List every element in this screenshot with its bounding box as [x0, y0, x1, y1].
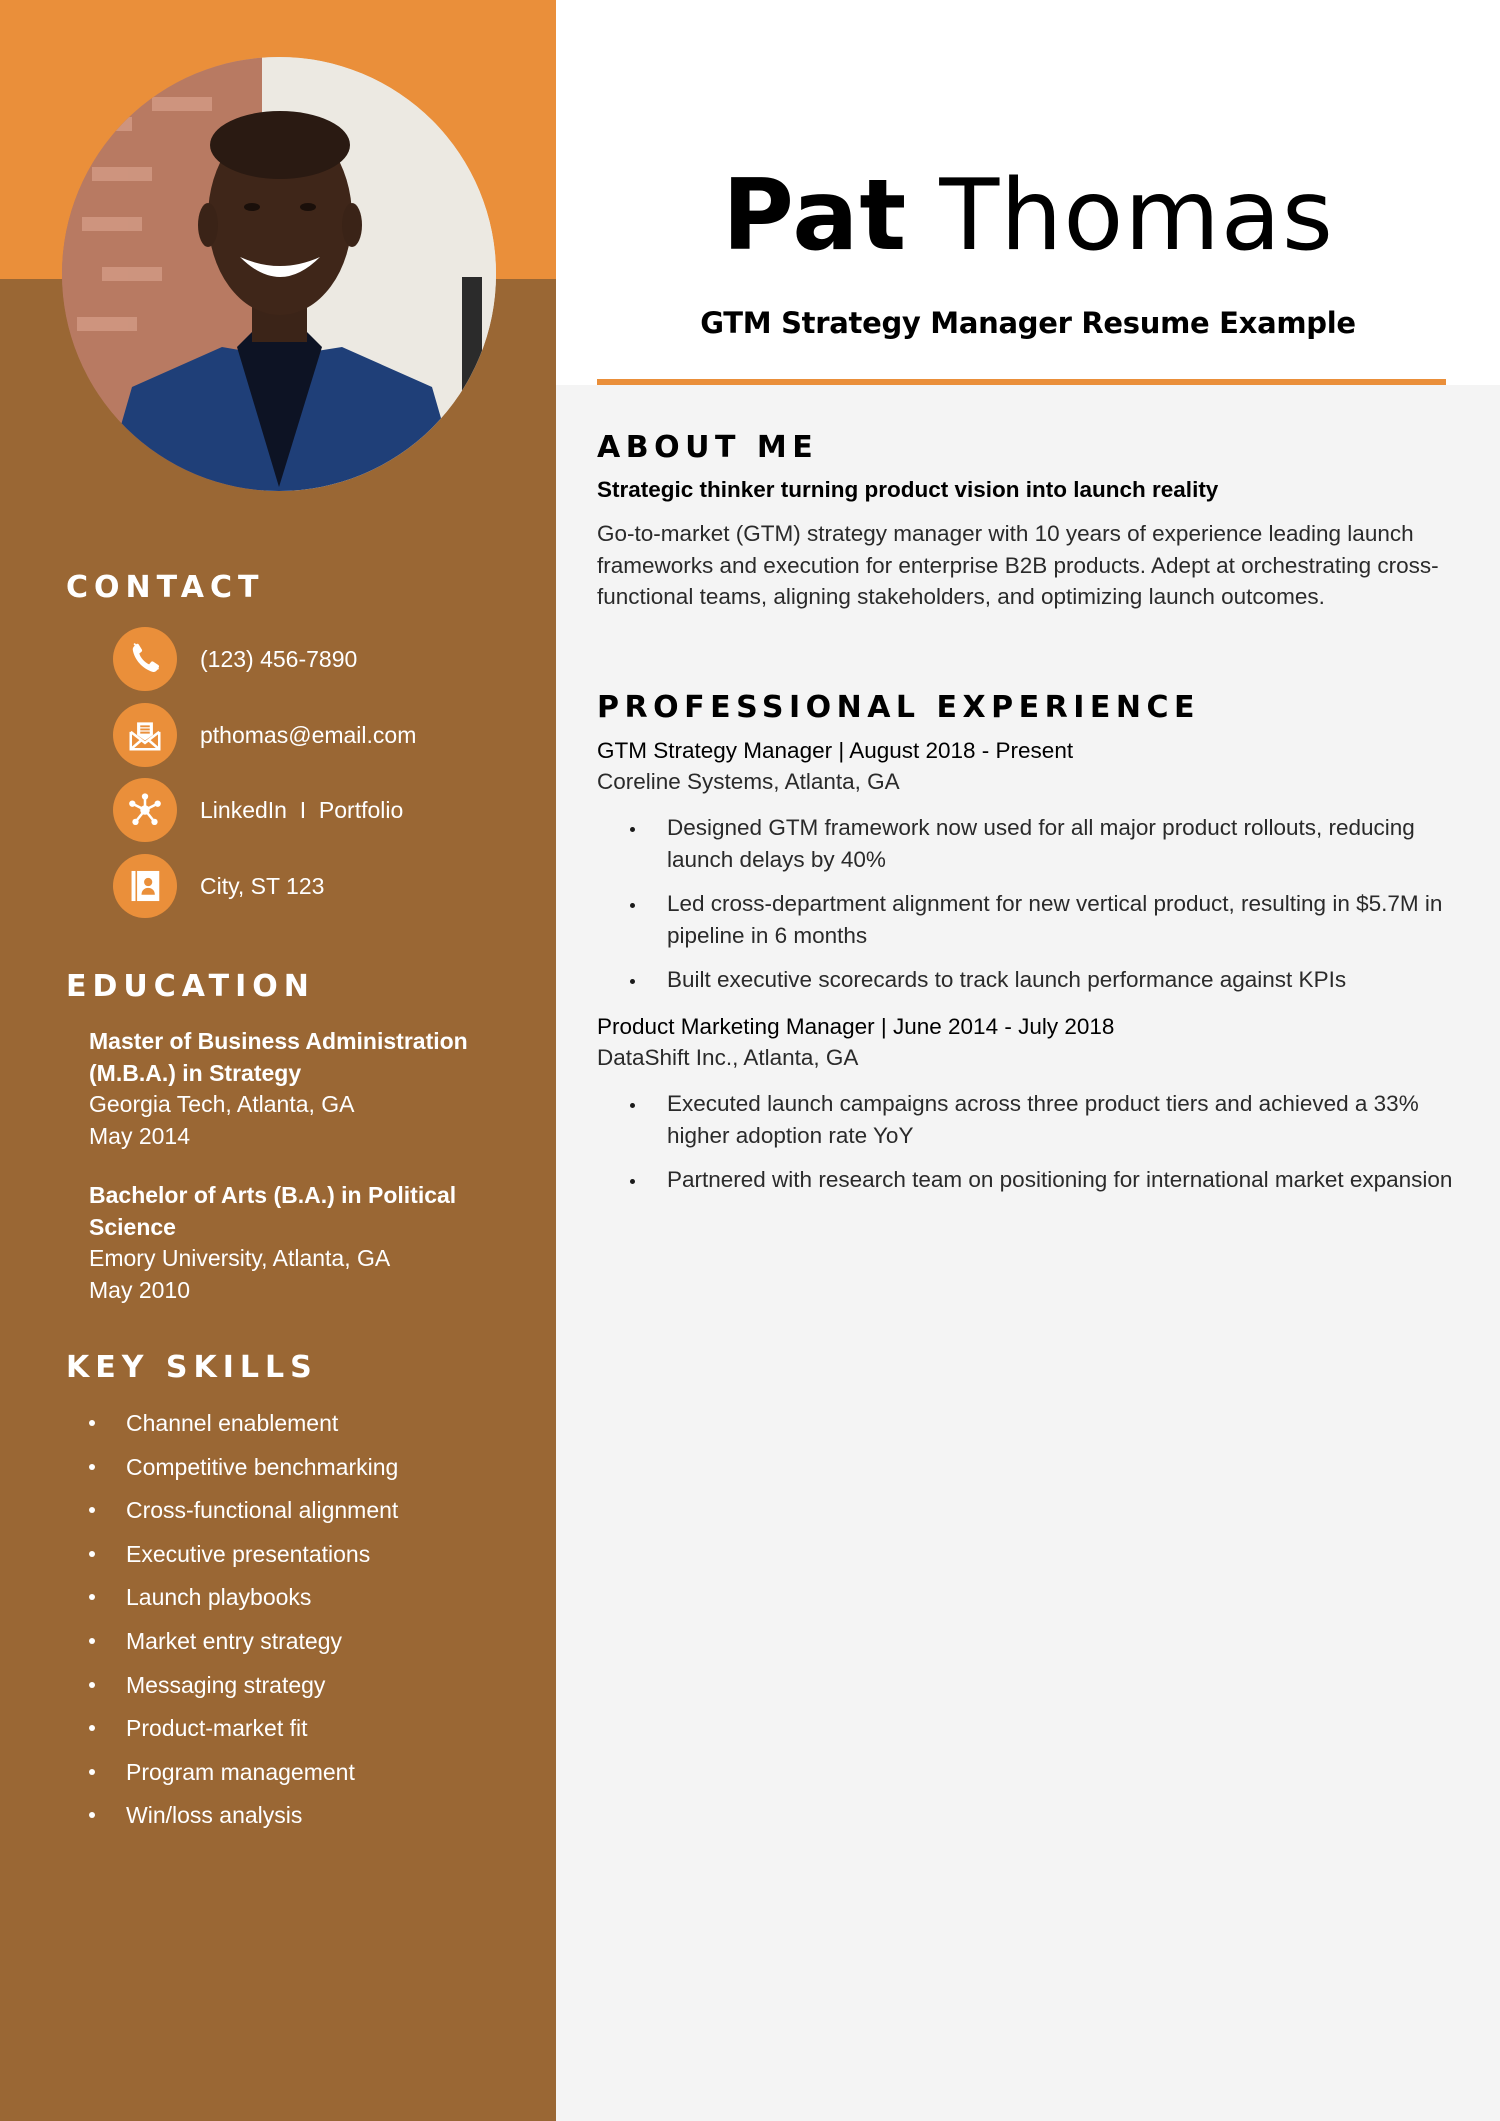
education-date: May 2014: [89, 1122, 191, 1149]
skill-item: [0, 1492, 556, 1536]
job-bullet: [597, 1088, 1457, 1152]
skill-label: Program management: [126, 1758, 355, 1785]
bullet-text: Executed launch campaigns across three product tiers and achieved a 33% higher adoption rate YoY: [667, 1091, 1419, 1148]
bullet-icon: [89, 1507, 95, 1513]
skill-item: [0, 1405, 556, 1449]
bullet-text: Partnered with research team on positioning for international market expansion: [667, 1167, 1453, 1192]
skill-label: Executive presentations: [126, 1540, 371, 1567]
skill-item: [0, 1623, 556, 1667]
bullet-text: Built executive scorecards to track launch performance against KPIs: [667, 967, 1347, 992]
main-content-area: [556, 385, 1500, 2121]
about-tagline: Strategic thinker turning product vision into launch reality: [597, 477, 1219, 502]
skill-item: [0, 1667, 556, 1711]
about-summary: Go-to-market (GTM) strategy manager with 10 years of experience leading launch frameworks and execution for enterprise B2B products. Adept at orchestrating cross-functional teams, aligning stakeholders, and optimizing launch outcomes.: [597, 521, 1439, 610]
contact-links: [113, 778, 403, 842]
about-heading: ABOUT ME: [597, 430, 819, 465]
bullet-icon: [630, 1179, 635, 1184]
job-bullet: [597, 888, 1457, 952]
skill-label: Market entry strategy: [126, 1627, 343, 1654]
job-bullets: [597, 812, 1457, 1008]
bullet-icon: [89, 1551, 95, 1557]
contact-address: [113, 854, 324, 918]
address-book-icon: [113, 854, 177, 918]
education-entry: [89, 1180, 509, 1306]
bullet-icon: [89, 1464, 95, 1470]
bullet-icon: [89, 1812, 95, 1818]
skill-item: [0, 1754, 556, 1798]
job-bullet: [597, 964, 1457, 996]
education-date: May 2010: [89, 1276, 191, 1303]
bullet-icon: [89, 1725, 95, 1731]
skill-item: [0, 1449, 556, 1493]
job-company: DataShift Inc., Atlanta, GA: [597, 1045, 859, 1070]
contact-address-text: City, ST 123: [200, 872, 325, 899]
bullet-icon: [630, 903, 635, 908]
skill-label: Messaging strategy: [126, 1671, 326, 1698]
portrait-illustration: [62, 57, 496, 491]
education-heading: EDUCATION: [66, 969, 315, 1004]
phone-icon: [113, 627, 177, 691]
candidate-name: [556, 159, 1500, 273]
header-divider: [597, 379, 1446, 385]
job-title: Product Marketing Manager | June 2014 - July 2018: [597, 1014, 1115, 1039]
resume-subtitle: GTM Strategy Manager Resume Example: [700, 306, 1356, 340]
education-degree: Master of Business Administration (M.B.A.) in Strategy: [89, 1028, 468, 1086]
contact-phone: [113, 627, 357, 691]
job-bullet: [597, 1164, 1457, 1196]
job-company: Coreline Systems, Atlanta, GA: [597, 769, 900, 794]
skill-label: Cross-functional alignment: [126, 1497, 399, 1524]
contact-email: [113, 703, 416, 767]
bullet-icon: [89, 1682, 95, 1688]
skill-label: Launch playbooks: [126, 1584, 312, 1611]
bullet-icon: [630, 1103, 635, 1108]
envelope-icon: [113, 703, 177, 767]
education-school: Emory University, Atlanta, GA: [89, 1245, 391, 1271]
bullet-icon: [630, 979, 635, 984]
skill-label: Competitive benchmarking: [126, 1453, 399, 1480]
education-school: Georgia Tech, Atlanta, GA: [89, 1091, 355, 1117]
contact-links-text[interactable]: LinkedIn I Portfolio: [200, 796, 404, 823]
profile-photo: [62, 57, 496, 491]
skills-list: [0, 1405, 556, 1841]
skill-label: Win/loss analysis: [126, 1802, 303, 1829]
education-degree: Bachelor of Arts (B.A.) in Political Science: [89, 1182, 457, 1240]
contact-heading: CONTACT: [66, 570, 265, 605]
skill-item: [0, 1710, 556, 1754]
education-entry: [89, 1026, 509, 1152]
skill-label: Product-market fit: [126, 1715, 308, 1742]
job-title: GTM Strategy Manager | August 2018 - Present: [597, 738, 1074, 763]
first-name: Pat: [722, 159, 908, 273]
skill-item: [0, 1536, 556, 1580]
skill-item: [0, 1797, 556, 1841]
contact-email-text[interactable]: pthomas@email.com: [200, 721, 417, 748]
skill-label: Channel enablement: [126, 1410, 339, 1436]
bullet-icon: [630, 827, 635, 832]
bullet-icon: [89, 1769, 95, 1775]
network-icon: [113, 778, 177, 842]
bullet-icon: [89, 1594, 95, 1600]
bullet-text: Led cross-department alignment for new vertical product, resulting in $5.7M in pipeline in 6 months: [667, 891, 1443, 948]
job-bullet: [597, 812, 1457, 876]
contact-phone-text: (123) 456-7890: [200, 645, 358, 672]
bullet-icon: [89, 1420, 95, 1426]
last-name: Thomas: [939, 159, 1334, 273]
skill-item: [0, 1579, 556, 1623]
skills-heading: KEY SKILLS: [66, 1350, 318, 1385]
bullet-icon: [89, 1638, 95, 1644]
experience-heading: PROFESSIONAL EXPERIENCE: [597, 690, 1200, 725]
bullet-text: Designed GTM framework now used for all major product rollouts, reducing launch delays by 40%: [667, 815, 1415, 872]
job-bullets: [597, 1088, 1457, 1208]
